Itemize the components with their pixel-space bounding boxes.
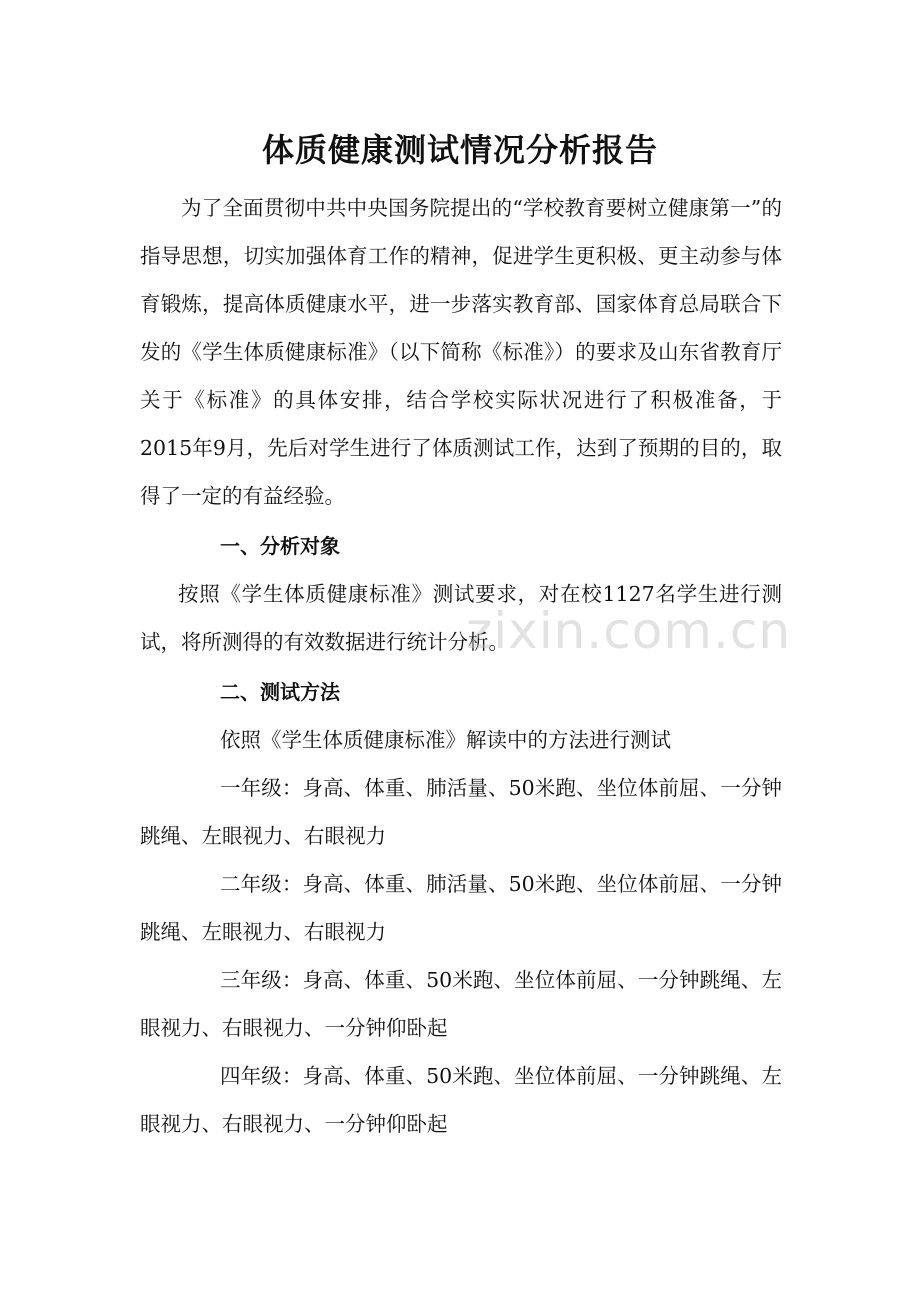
document-title: 体质健康测试情况分析报告 bbox=[261, 131, 658, 169]
grade-1-items: 一年级：身高、体重、肺活量、50米跑、坐位体前屈、一分钟跳绳、左眼视力、右眼视力 bbox=[140, 776, 782, 848]
section-heading-analysis-objects: 一、分析对象 bbox=[220, 534, 340, 558]
grade-4-items: 四年级：身高、体重、50米跑、坐位体前屈、一分钟跳绳、左眼视力、右眼视力、一分钟仰卧起 bbox=[140, 1064, 782, 1136]
analysis-objects-paragraph: 按照《学生体质健康标准》测试要求，对在校1127名学生进行测试，将所测得的有效数据进行统计分析。 bbox=[140, 582, 782, 654]
test-methods-intro: 依照《学生体质健康标准》解读中的方法进行测试 bbox=[220, 728, 671, 752]
grade-3-items: 三年级：身高、体重、50米跑、坐位体前屈、一分钟跳绳、左眼视力、右眼视力、一分钟仰卧起 bbox=[140, 968, 782, 1040]
section-heading-test-methods: 二、测试方法 bbox=[220, 680, 340, 704]
watermark: zixin.com.cn bbox=[466, 602, 792, 660]
intro-paragraph: 为了全面贯彻中共中央国务院提出的“学校教育要树立健康第一”的指导思想，切实加强体育工作的精神，促进学生更积极、更主动参与体育锻炼，提高体质健康水平，进一步落实教育部、国家体育总局联合下发的《学生体质健康标准》（以下简称《标准》）的要求及山东省教育厅关于《标准》的具体安排，结合学校实际状况进行了积极准备，于2015年9月，先后对学生进行了体质测试工作，达到了预期的目的，取得了一定的有益经验。 bbox=[140, 196, 782, 508]
grade-2-items: 二年级：身高、体重、肺活量、50米跑、坐位体前屈、一分钟跳绳、左眼视力、右眼视力 bbox=[140, 872, 782, 944]
